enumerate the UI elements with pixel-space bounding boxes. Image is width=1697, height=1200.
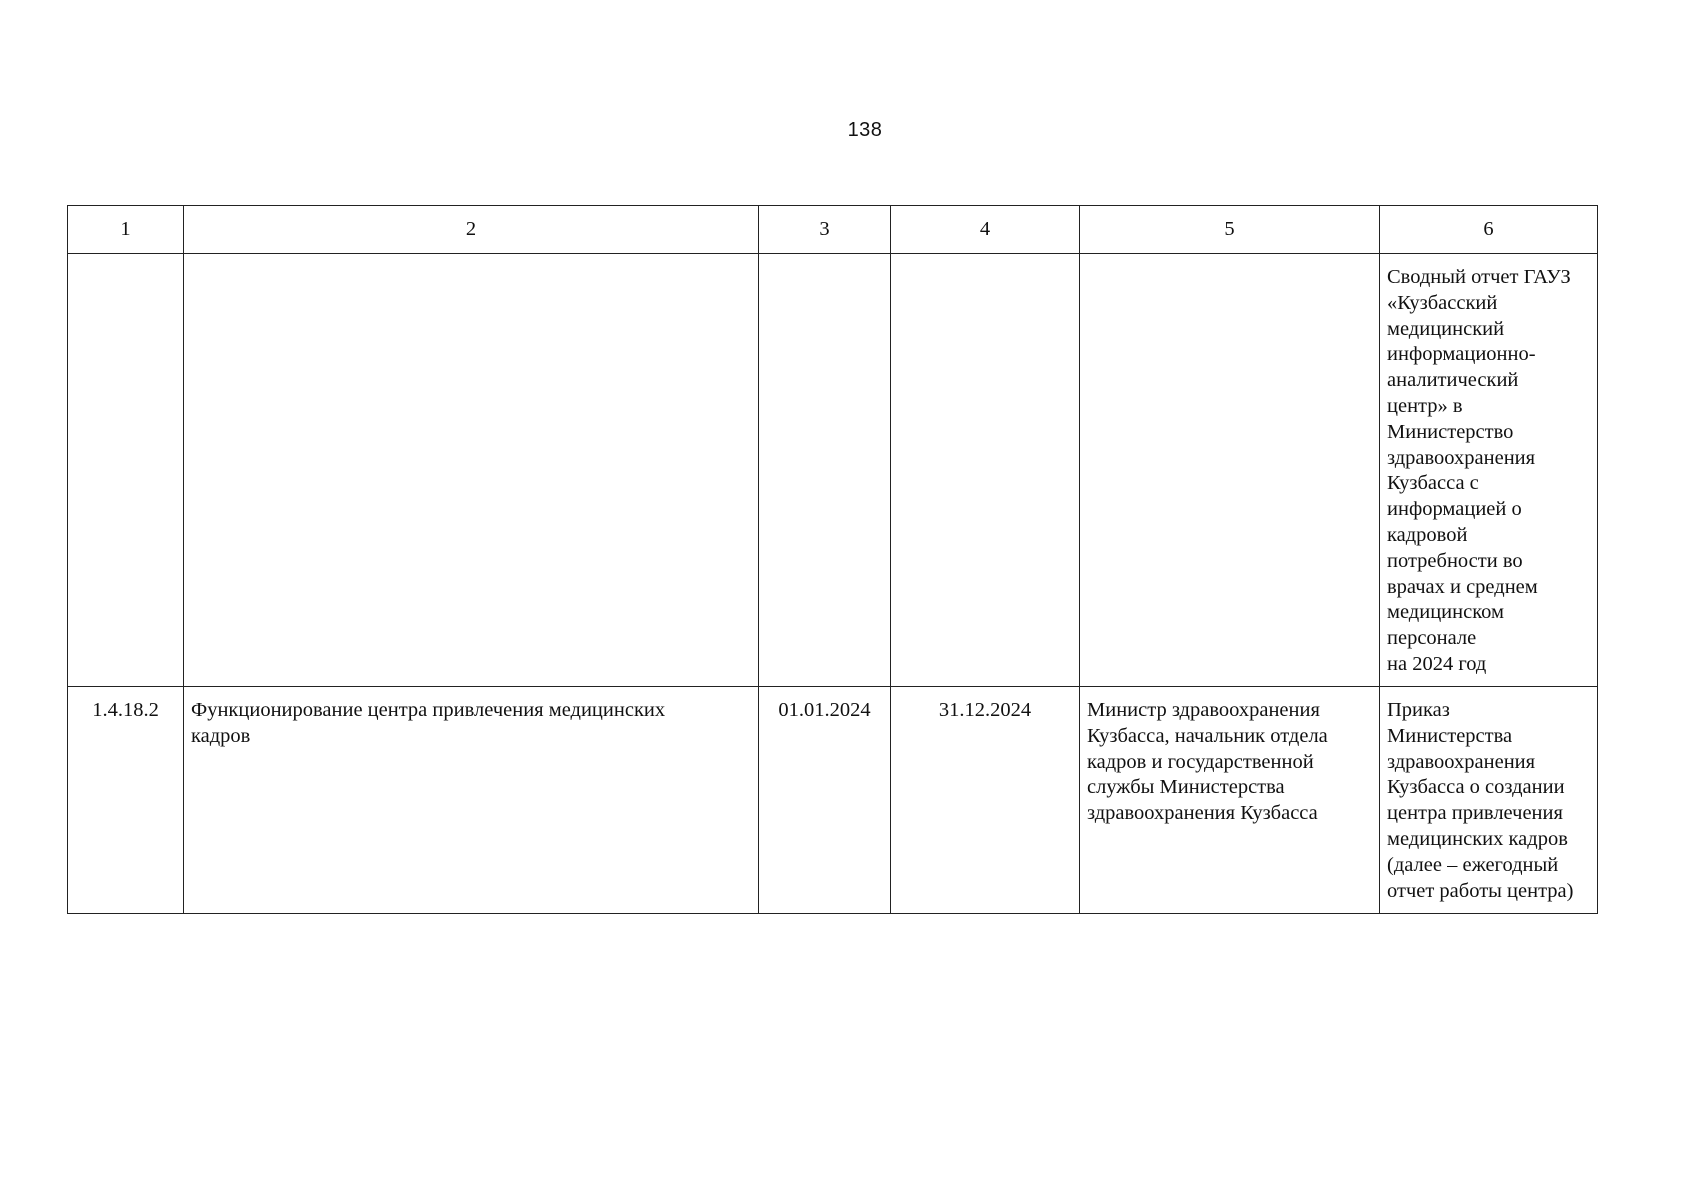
table-cell-result: Сводный отчет ГАУЗ «Кузбасский медицинский информационно- аналитический центр» в Министерство здравоохранения Кузбасса с информацией о кадровой потребности во врачах и среднем медицинском персонале на 2024 год [1380,254,1598,687]
table-cell [68,254,184,687]
plan-table [67,205,1598,914]
page-number: 138 [847,119,883,141]
column-number-1: 1 [68,206,184,254]
table-cell [891,254,1080,687]
table-header-row [68,206,1598,254]
table-cell-responsible: Министр здравоохранения Кузбасса, начальник отдела кадров и государственной службы Министерства здравоохранения Кузбасса [1080,687,1380,914]
table-row [68,687,1598,914]
column-number-6: 6 [1380,206,1598,254]
column-number-5: 5 [1080,206,1380,254]
table-cell-end-date: 31.12.2024 [891,687,1080,914]
table-row [68,254,1598,687]
table-cell-activity: Функционирование центра привлечения медицинских кадров [184,687,759,914]
table-cell [1080,254,1380,687]
column-number-3: 3 [759,206,891,254]
table-cell [759,254,891,687]
table-cell-start-date: 01.01.2024 [759,687,891,914]
table-cell [184,254,759,687]
column-number-4: 4 [891,206,1080,254]
table-cell-item-number: 1.4.18.2 [68,687,184,914]
column-number-2: 2 [184,206,759,254]
table-cell-result: Приказ Министерства здравоохранения Кузбасса о создании центра привлечения медицинских кадров (далее – ежегодный отчет работы центра) [1380,687,1598,914]
